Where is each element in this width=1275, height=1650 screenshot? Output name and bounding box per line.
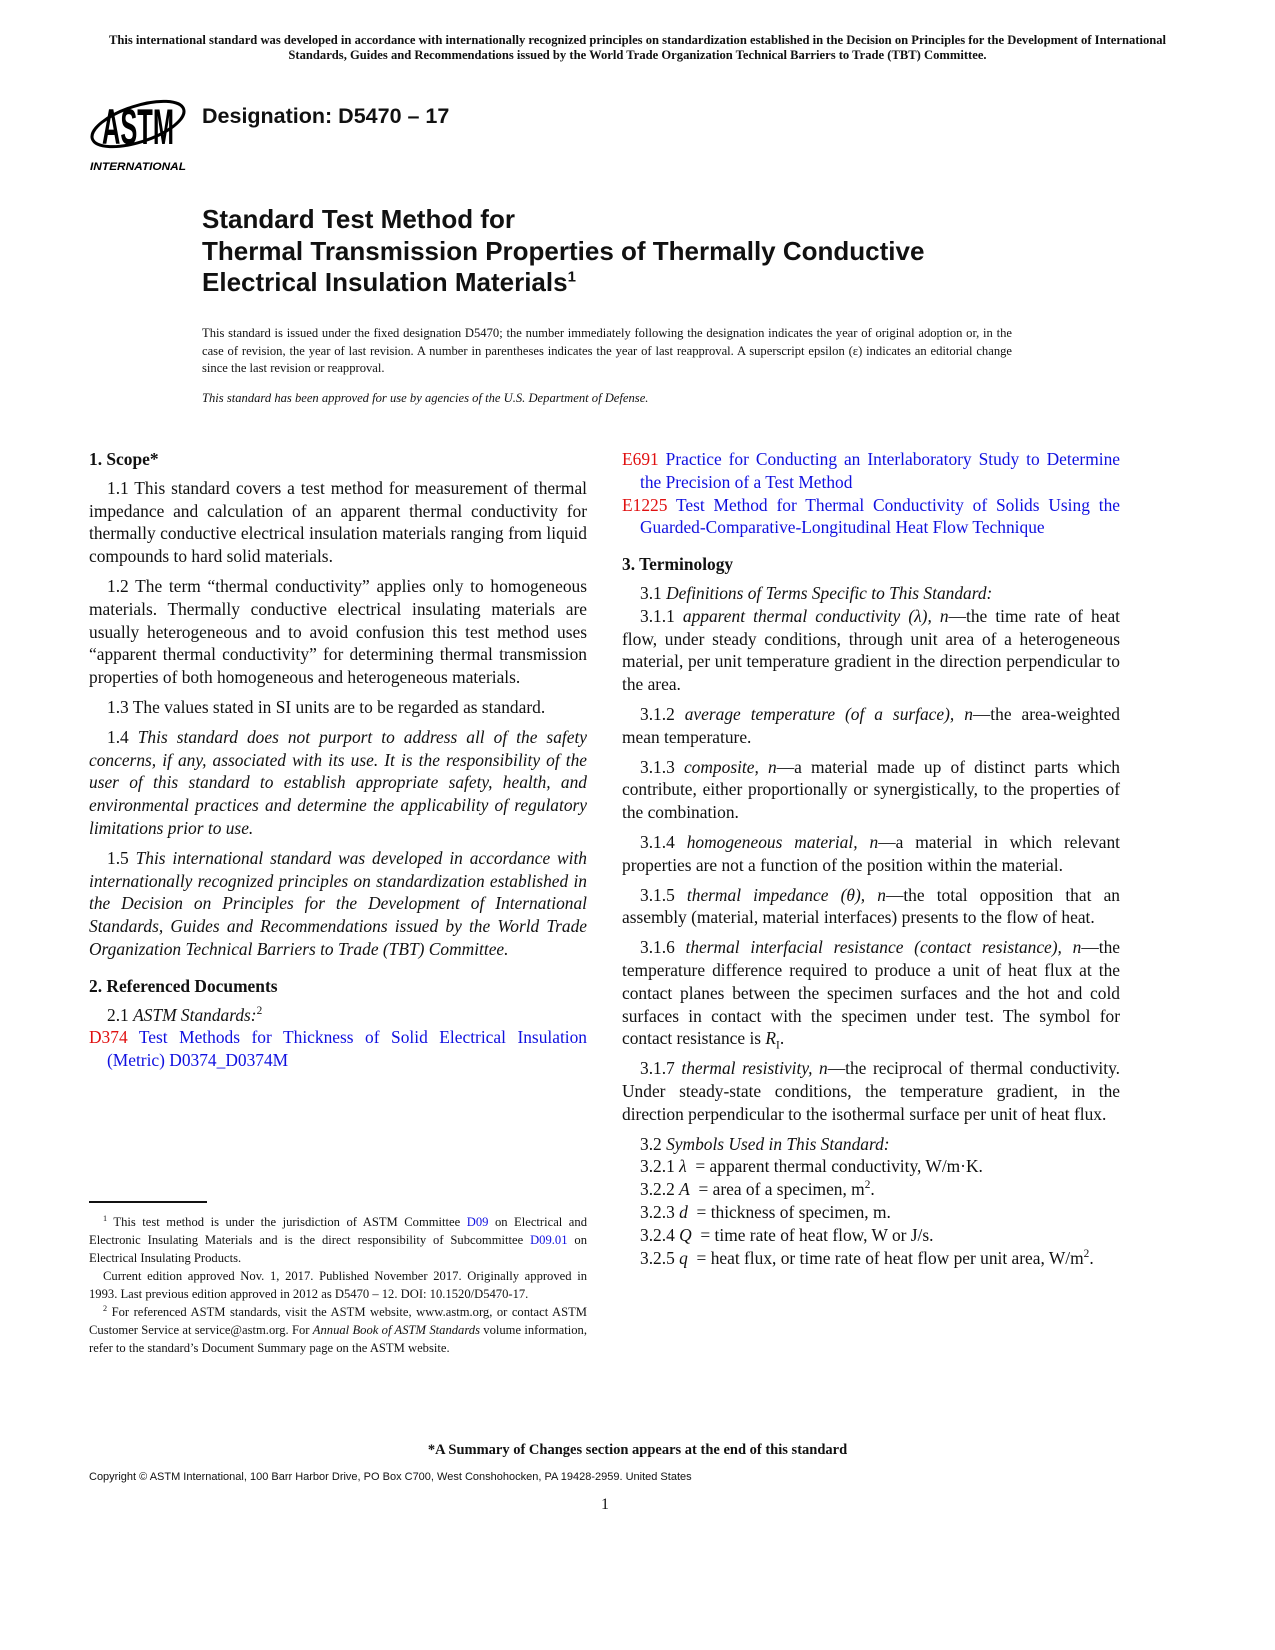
footnote <box>89 1303 587 1357</box>
text-run: 3. Terminology <box>622 554 734 575</box>
text-run: 1 <box>103 1213 108 1223</box>
title-footnote-mark: 1 <box>567 268 576 286</box>
footnotes <box>89 1213 587 1357</box>
paragraph <box>622 884 1120 930</box>
text-run: Q <box>679 1224 692 1245</box>
title-line-1: Standard Test Method for <box>202 204 515 234</box>
paragraph <box>622 831 1120 877</box>
svg-text:INTERNATIONAL: INTERNATIONAL <box>90 161 187 173</box>
text-run: . <box>779 1028 785 1049</box>
text-run: 1.2 The term “thermal conductivity” applies only to homogeneous materials. Thermally conductive electrical insulating materials are usually heterogeneous and to avoid confusion this test method uses “apparent thermal conductivity” for determining thermal transmission properties of both homogeneous and heterogeneous materials. <box>89 575 587 688</box>
designation: Designation: D5470 – 17 <box>202 104 450 128</box>
text-run: Annual Book of ASTM Standards <box>312 1323 480 1337</box>
paragraph <box>622 936 1120 1050</box>
issued-note: This standard is issued under the fixed designation D5470; the number immediately following the designation indicates the year of original adoption or, in the case of revision, the year of last revision. A number in parentheses indicates the year of last reapproval. A superscript epsilon (ε) indicates an editorial change since the last revision or reapproval. <box>202 326 1012 376</box>
text-run: This test method is under the jurisdiction of ASTM Committee <box>107 1215 467 1229</box>
reference-link[interactable]: E691 <box>622 449 659 469</box>
text-run: composite, n <box>683 756 777 777</box>
text-run: Definitions of Terms Specific to This Standard: <box>666 582 993 603</box>
left-column <box>89 448 587 1072</box>
text-run: —the area-weighted mean temperature. <box>622 703 1120 747</box>
reference-link[interactable]: Test Methods for Thickness of Solid Electrical Insulation (Metric) D0374_D0374M <box>107 1027 587 1071</box>
text-run: —the reciprocal of thermal conductivity. Under steady-state conditions, the temperature gradient, in the direction perpendicular to the isothermal surface per unit of heat flux. <box>622 1058 1120 1124</box>
text-run: —the total opposition that an assembly (material, material interfaces) presents to the flow of heat. <box>622 884 1120 928</box>
reference-link[interactable]: Test Method for Thermal Conductivity of Solids Using the Guarded-Comparative-Longitudinal Heat Flow Technique <box>640 494 1120 538</box>
paragraph <box>622 1155 1120 1178</box>
section-heading <box>89 448 587 471</box>
paragraph <box>622 1057 1120 1125</box>
footnote <box>89 1213 587 1267</box>
text-run: = area of a specimen, m <box>689 1179 865 1200</box>
text-run: thermal resistivity, n <box>681 1058 828 1079</box>
text-run: 2 <box>103 1303 108 1313</box>
paragraph <box>622 1201 1120 1224</box>
text-run: apparent thermal conductivity (λ), n <box>682 605 949 626</box>
paragraph <box>89 696 587 719</box>
text-run: —the temperature difference required to produce a unit of heat flux at the contact planes between the specimen surfaces and the hot and cold surfaces in contact with the specimen under test. The symbol for contact resistance is <box>622 937 1120 1049</box>
text-run: 3.2.1 <box>640 1156 680 1177</box>
text-run: —the time rate of heat flow, under steady conditions, through unit area of a heterogeneous material, per unit temperature gradient in the direction perpendicular to the area. <box>622 605 1121 695</box>
reference-link[interactable]: E1225 <box>622 494 668 515</box>
paragraph <box>622 582 1120 605</box>
text-run: thermal impedance (θ), n <box>686 884 886 905</box>
text-run: Symbols Used in This Standard: <box>666 1133 890 1154</box>
text-run: = thickness of specimen, m. <box>687 1201 891 1222</box>
text-run: A <box>679 1179 690 1200</box>
text-run: volume information, refer to the standard’s Document Summary page on the ASTM website. <box>89 1323 587 1355</box>
footnote <box>89 1267 587 1303</box>
text-run: 1. Scope* <box>89 449 159 469</box>
text-run: —a material made up of distinct parts which contribute, either proportionally or synergistically, to the properties of the combination. <box>622 756 1120 823</box>
paragraph <box>622 1224 1120 1247</box>
reference-link[interactable]: Practice for Conducting an Interlaboratory Study to Determine the Precision of a Test Method <box>640 449 1120 492</box>
paragraph <box>622 1178 1120 1201</box>
astm-logo <box>88 82 193 177</box>
reference-item <box>89 1026 587 1072</box>
text-run: 2 <box>1083 1247 1090 1260</box>
text-run: 3.1.6 <box>640 937 686 958</box>
section-heading <box>622 553 1120 576</box>
paragraph <box>622 756 1120 824</box>
paragraph <box>622 1247 1120 1270</box>
paragraph <box>89 477 587 568</box>
reference-link[interactable]: D09.01 <box>530 1233 568 1247</box>
text-run: 2. Referenced Documents <box>89 975 278 996</box>
text-run: 3.1.4 <box>640 831 687 852</box>
text-run: ASTM Standards: <box>133 1004 257 1025</box>
paragraph <box>622 703 1120 749</box>
text-run: 3.2.2 <box>640 1179 680 1200</box>
text-run: = heat flux, or time rate of heat flow per unit area, W/m <box>687 1247 1084 1268</box>
text-run: 3.1.7 <box>640 1058 682 1079</box>
paragraph <box>89 726 587 840</box>
text-run: 1.4 <box>107 726 138 747</box>
text-run: q <box>679 1247 688 1268</box>
reference-item <box>622 448 1120 494</box>
text-run: 3.1.2 <box>640 703 685 724</box>
text-run: 3.2.3 <box>640 1201 680 1222</box>
text-run: = time rate of heat flow, W or J/s. <box>691 1224 934 1245</box>
text-run: R <box>765 1028 777 1049</box>
paragraph <box>622 605 1120 696</box>
text-run: on Electrical Insulating Products. <box>89 1233 587 1265</box>
text-run: 1.3 The values stated in SI units are to be regarded as standard. <box>107 696 546 717</box>
text-run: 2 <box>864 1179 871 1192</box>
text-run: on Electrical and Electronic Insulating Materials and is the direct responsibility of Subcommittee <box>89 1215 587 1247</box>
text-run: 2.1 <box>107 1004 134 1025</box>
svg-text:ASTM: ASTM <box>102 99 174 155</box>
text-run: 3.2 <box>640 1133 667 1154</box>
title-line-3: Electrical Insulation Materials <box>202 267 568 297</box>
text-run: This standard does not purport to address all of the safety concerns, if any, associated with its use. It is the responsibility of the user of this standard to establish appropriate safety, health, and environmental practices and determine the applicability of regulatory limitations prior to use. <box>89 726 588 838</box>
text-run: —a material in which relevant properties are not a function of the position within the material. <box>622 831 1120 875</box>
text-run: 1.5 <box>107 847 136 868</box>
text-run: . <box>870 1179 875 1200</box>
text-run: homogeneous material, n <box>686 831 879 852</box>
text-run: 3.2.4 <box>640 1224 680 1245</box>
paragraph <box>89 847 587 961</box>
dod-note: This standard has been approved for use by agencies of the U.S. Department of Defense. <box>202 391 649 405</box>
text-run: 3.1.1 <box>640 605 683 626</box>
text-run: thermal interfacial resistance (contact resistance), n <box>685 937 1082 958</box>
paragraph <box>89 575 587 689</box>
text-run: = apparent thermal conductivity, W/m·K. <box>686 1156 983 1177</box>
text-run: 3.1 <box>640 582 667 603</box>
document-title <box>202 204 924 299</box>
text-run: λ <box>679 1156 687 1177</box>
copyright: Copyright © ASTM International, 100 Barr Harbor Drive, PO Box C700, West Conshohocken, PA 19428-2959. United States <box>89 1471 692 1483</box>
text-run: 3.1.5 <box>640 884 687 905</box>
right-column <box>622 448 1120 1276</box>
title-line-2: Thermal Transmission Properties of Thermally Conductive <box>202 235 925 266</box>
footnote-divider <box>89 1201 207 1203</box>
text-run: 1.1 This standard covers a test method for measurement of thermal impedance and calculation of an apparent thermal conductivity for thermally conductive electrical insulation materials ranging from liquid compounds to hard solid materials. <box>89 477 587 567</box>
reference-item <box>622 494 1120 540</box>
text-run: Current edition approved Nov. 1, 2017. Published November 2017. Originally approved in 1993. Last previous edition approved in 2012 as D5470 – 12. DOI: 10.1520/D5470-17. <box>89 1269 587 1301</box>
text-run: . <box>1089 1247 1094 1268</box>
reference-link[interactable]: D374 <box>89 1027 128 1048</box>
reference-link[interactable]: D09 <box>466 1215 489 1229</box>
header-notice: This international standard was developed in accordance with internationally recognized principles on standardization established in the Decision on Principles for the Development of International Standards, Guides and Recommendations issued by the World Trade Organization Technical Barriers to Trade (TBT) Committee. <box>108 33 1167 62</box>
text-run: d <box>679 1201 688 1222</box>
text-run: 3.1.3 <box>640 756 684 777</box>
text-run: This international standard was developed in accordance with internationally recognized principles on standardization established in the Decision on Principles for the Development of International Standards, Guides and Recommendations issued by the World Trade Organization Technical Barriers to Trade (TBT) Committee. <box>89 847 587 959</box>
section-heading <box>89 975 587 998</box>
text-run: 3.2.5 <box>640 1247 680 1268</box>
paragraph <box>89 1004 587 1027</box>
paragraph <box>622 1133 1120 1156</box>
text-run: For referenced ASTM standards, visit the ASTM website, www.astm.org, or contact ASTM Customer Service at service@astm.org. For <box>89 1305 587 1337</box>
page-number: 1 <box>601 1496 609 1513</box>
text-run: average temperature (of a surface), n <box>684 703 973 724</box>
summary-note: *A Summary of Changes section appears at the end of this standard <box>427 1442 848 1458</box>
text-run: I <box>776 1039 780 1052</box>
text-run: 2 <box>256 1004 263 1017</box>
